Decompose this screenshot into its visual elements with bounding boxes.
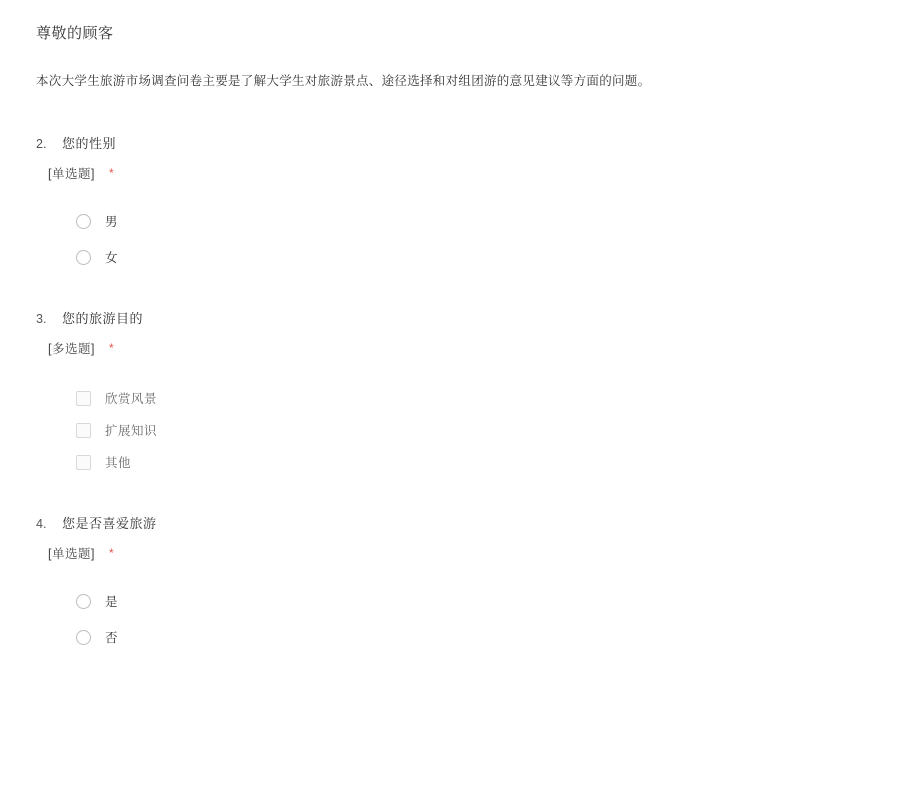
- question-text: 您是否喜爱旅游: [62, 516, 157, 531]
- question-block: [36, 133, 860, 266]
- question-header: [36, 308, 860, 327]
- question-type-label: [单选题]: [48, 547, 95, 561]
- radio-icon[interactable]: [76, 630, 91, 645]
- survey-description: 本次大学生旅游市场调查问卷主要是了解大学生对旅游景点、途径选择和对组团游的意见建议等方面的问题。: [36, 74, 651, 88]
- checkbox-icon[interactable]: [76, 391, 91, 406]
- list-item[interactable]: [76, 628, 860, 646]
- option-label: 女: [105, 251, 119, 265]
- option-label: 男: [105, 215, 119, 229]
- option-label: 是: [105, 595, 119, 609]
- option-label: 扩展知识: [105, 424, 158, 438]
- checkbox-icon[interactable]: [76, 455, 91, 470]
- question-text: 您的性别: [62, 136, 117, 151]
- question-block: [36, 308, 860, 471]
- required-asterisk: *: [108, 546, 114, 560]
- radio-icon[interactable]: [76, 594, 91, 609]
- option-list: [36, 389, 860, 471]
- page-title: 尊敬的顾客: [36, 25, 114, 42]
- question-text: 您的旅游目的: [62, 311, 144, 326]
- option-list: [36, 592, 860, 646]
- option-label: 其他: [105, 456, 132, 470]
- question-type-row: [36, 544, 860, 562]
- question-index: 4.: [36, 517, 47, 531]
- question-type-label: [多选题]: [48, 342, 95, 356]
- list-item[interactable]: [76, 453, 860, 471]
- question-index: 2.: [36, 137, 47, 151]
- option-label: 欣赏风景: [105, 392, 158, 406]
- radio-icon[interactable]: [76, 250, 91, 265]
- question-header: [36, 133, 860, 152]
- question-type-row: [36, 339, 860, 357]
- question-block: [36, 513, 860, 646]
- checkbox-icon[interactable]: [76, 423, 91, 438]
- question-type-label: [单选题]: [48, 167, 95, 181]
- list-item[interactable]: [76, 212, 860, 230]
- list-item[interactable]: [76, 248, 860, 266]
- required-asterisk: *: [108, 166, 114, 180]
- question-header: [36, 513, 860, 532]
- option-label: 否: [105, 631, 119, 645]
- required-asterisk: *: [108, 341, 114, 355]
- radio-icon[interactable]: [76, 214, 91, 229]
- option-list: [36, 212, 860, 266]
- question-index: 3.: [36, 312, 47, 326]
- list-item[interactable]: [76, 389, 860, 407]
- question-type-row: [36, 164, 860, 182]
- list-item[interactable]: [76, 421, 860, 439]
- list-item[interactable]: [76, 592, 860, 610]
